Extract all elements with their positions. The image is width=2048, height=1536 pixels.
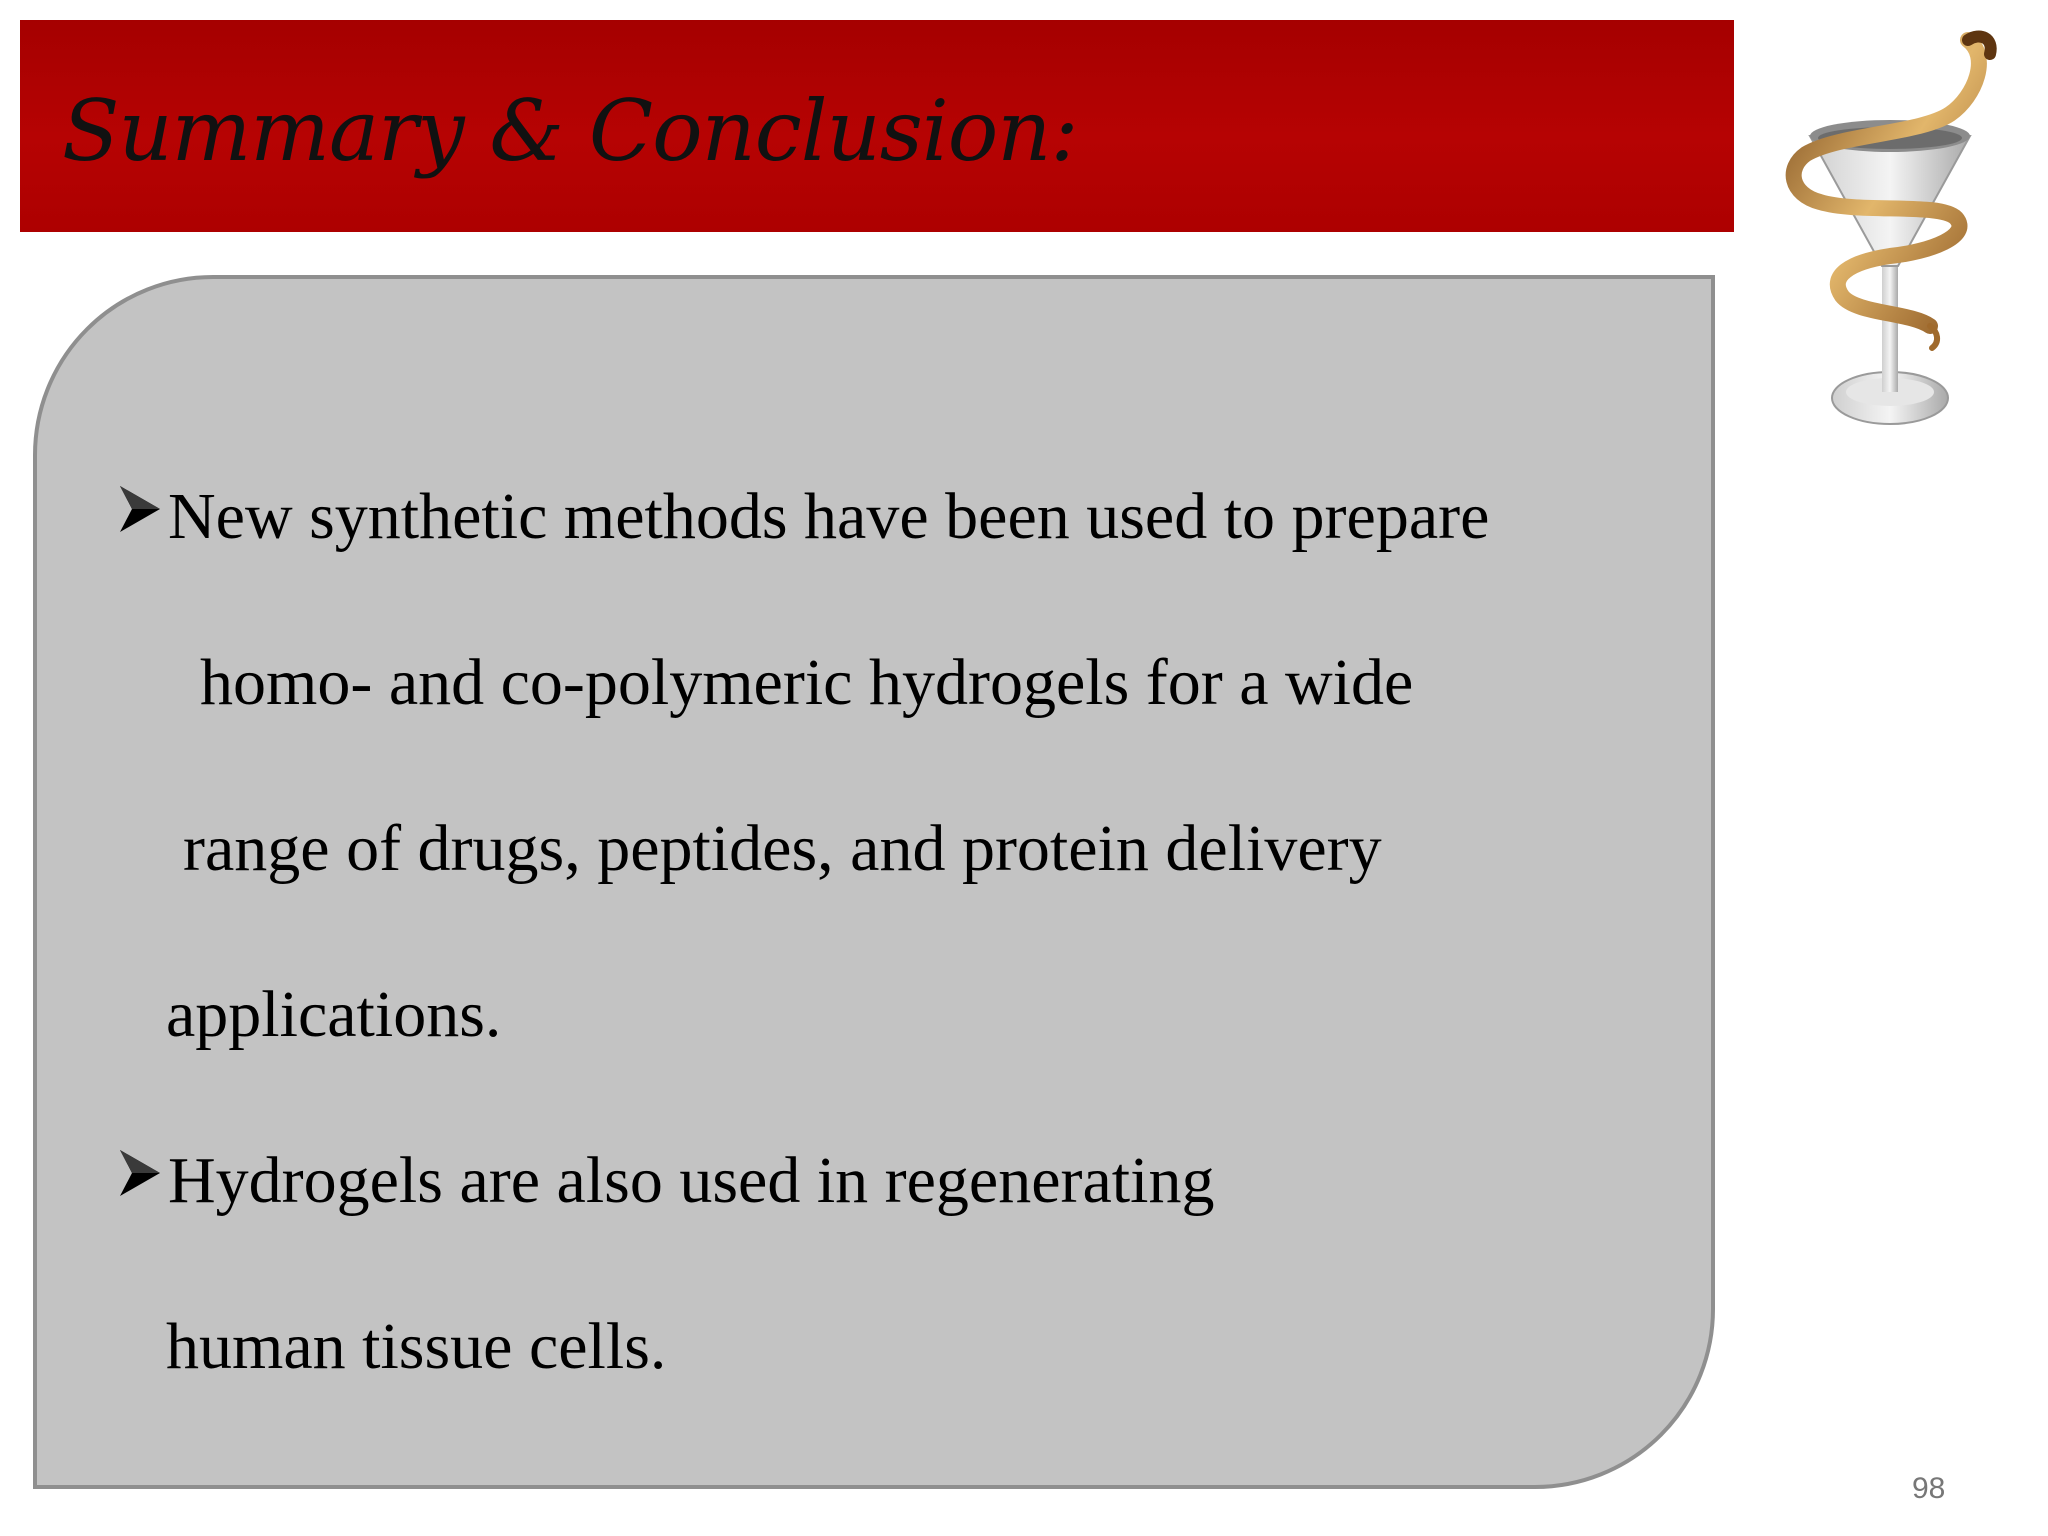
page-number: 98 xyxy=(1912,1472,1946,1505)
title-bar xyxy=(20,20,1734,232)
slide-title: Summary & Conclusion: xyxy=(62,82,1078,180)
bowl-of-hygieia-emblem xyxy=(1780,26,2020,466)
bullet-1-line-2: homo- and co-polymeric hydrogels for a wide xyxy=(200,646,1414,719)
bullet-2-line-1: Hydrogels are also used in regenerating xyxy=(168,1144,1215,1217)
arrow-bullet-icon xyxy=(118,1148,162,1198)
bullet-1-line-3: range of drugs, peptides, and protein delivery xyxy=(183,812,1382,885)
bullet-1-line-4: applications. xyxy=(166,978,502,1051)
bullet-2-line-2: human tissue cells. xyxy=(166,1310,667,1383)
arrow-bullet-icon xyxy=(118,484,162,534)
bullet-1-line-1: New synthetic methods have been used to prepare xyxy=(168,480,1490,553)
